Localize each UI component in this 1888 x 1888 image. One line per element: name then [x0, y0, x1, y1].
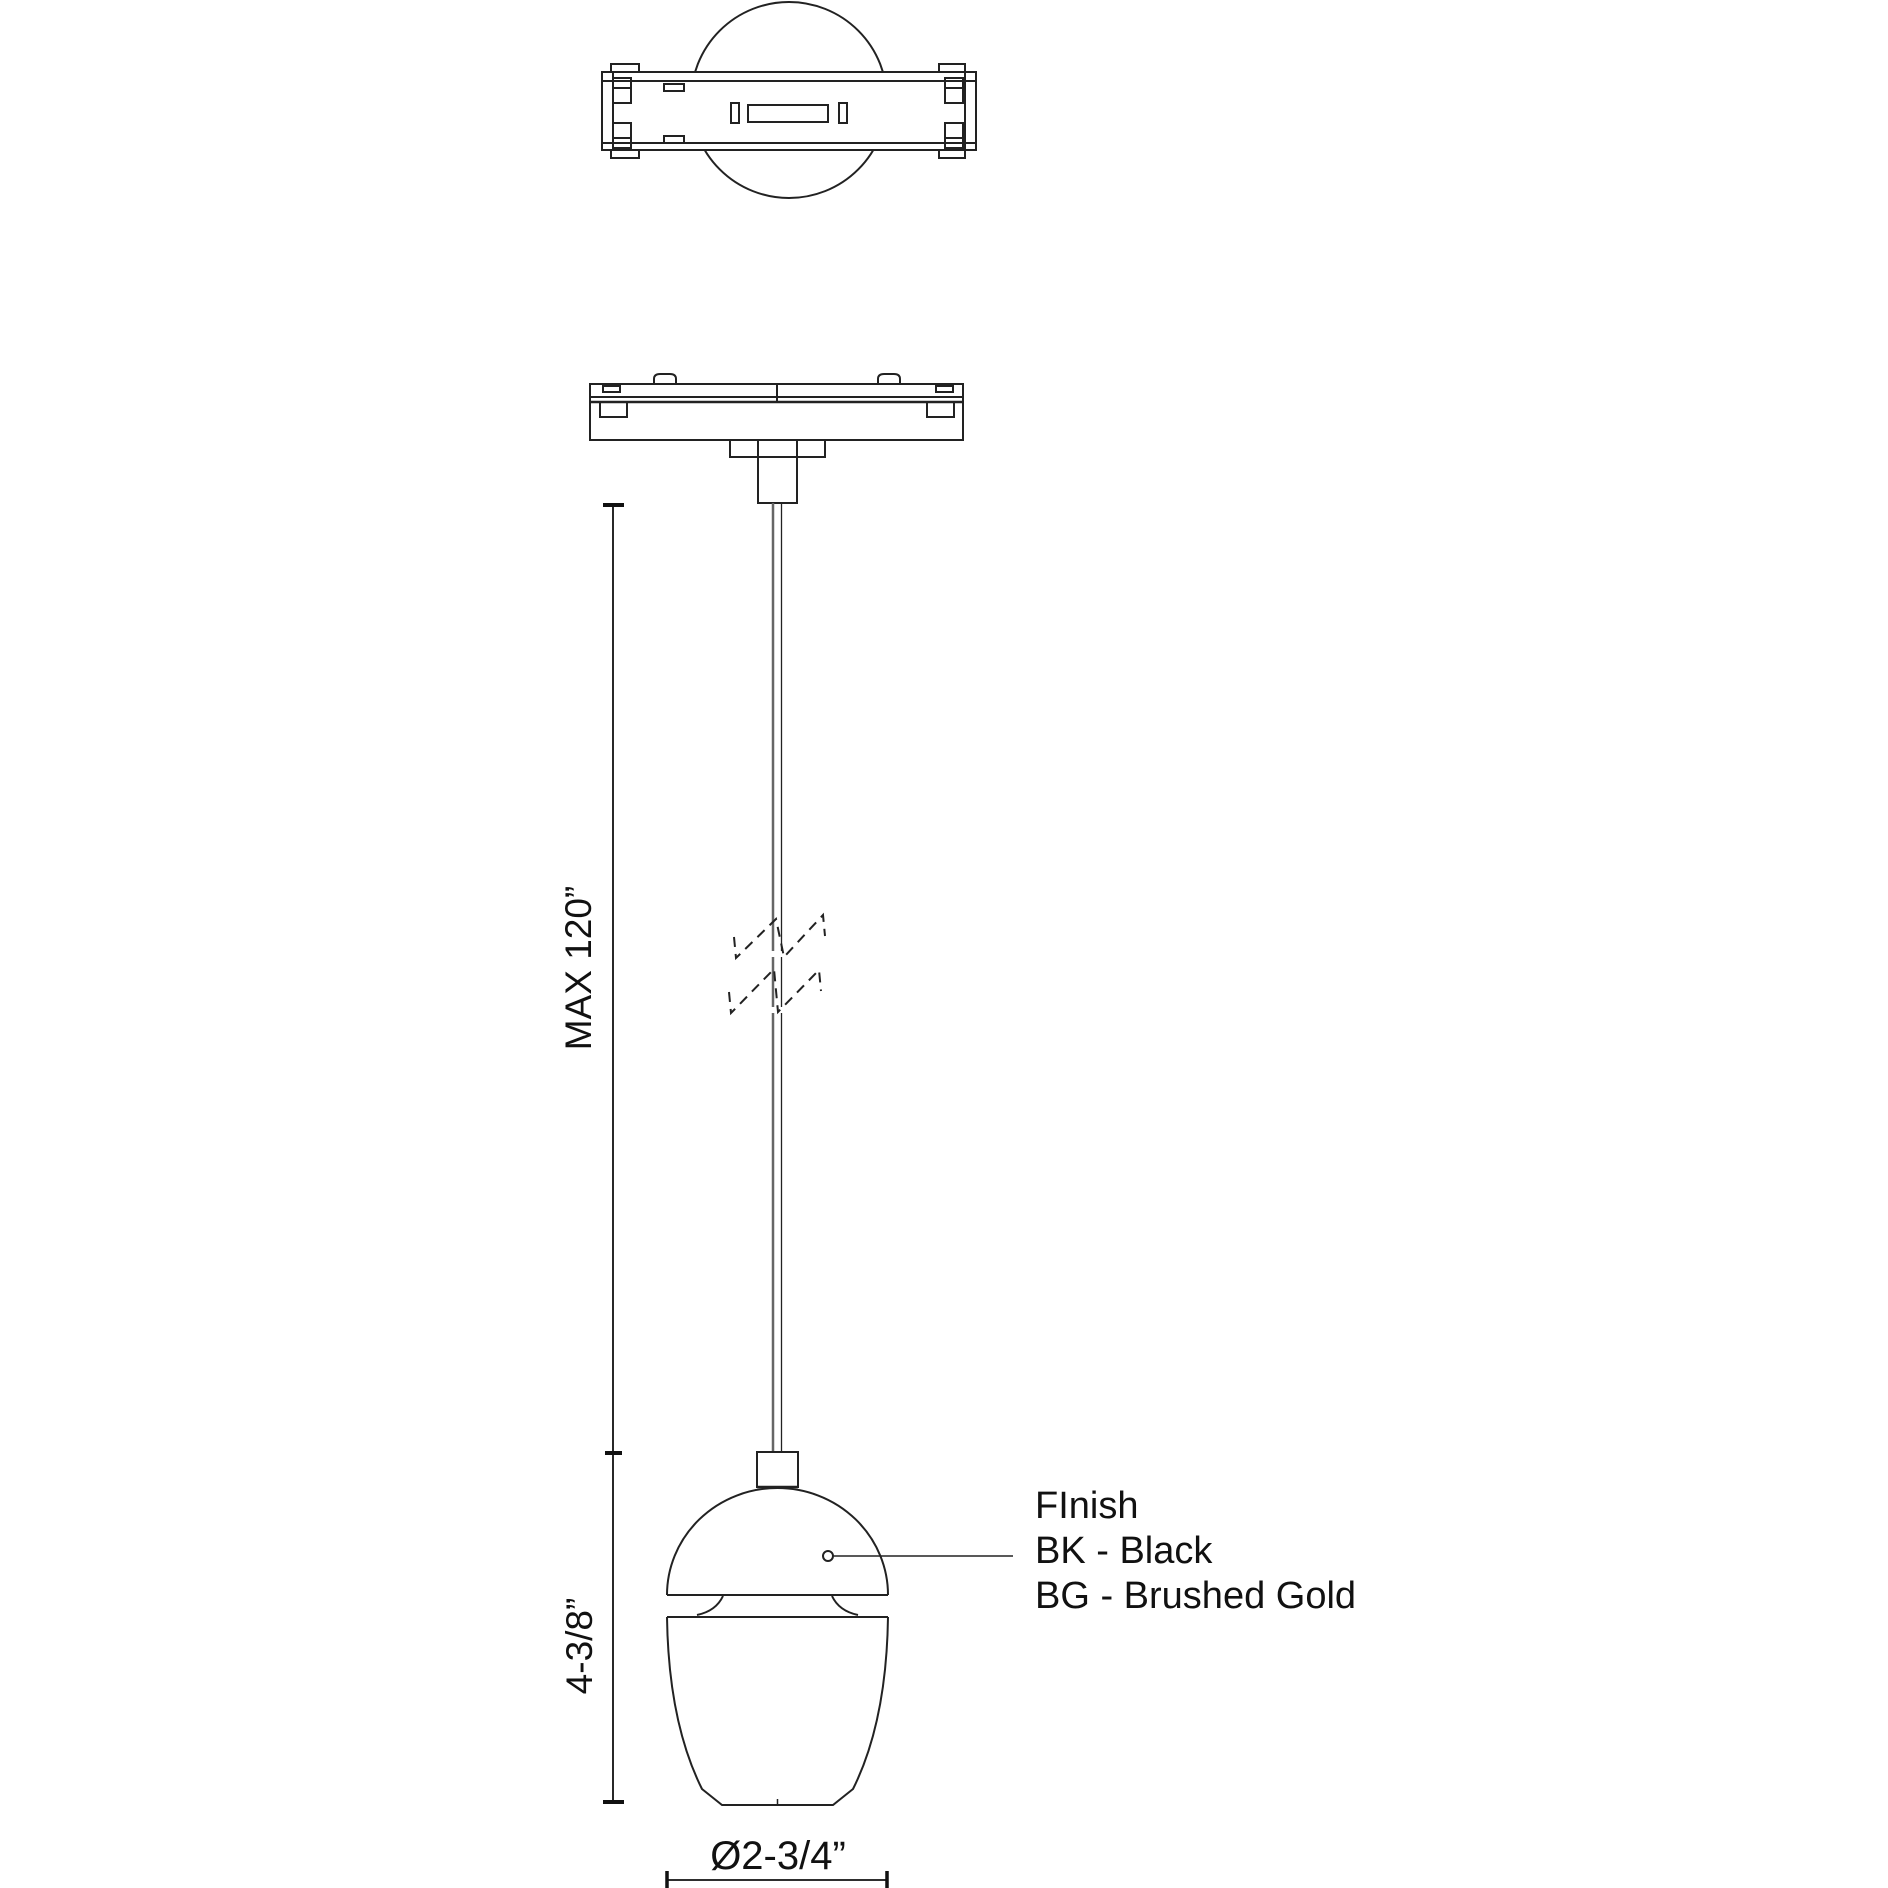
- spring-tab: [654, 374, 676, 384]
- pendant-cube-connector: [757, 1452, 798, 1487]
- end-tab: [939, 150, 965, 158]
- dim-label-max-drop: MAX 120”: [558, 885, 599, 1051]
- pendant-dome: [667, 1488, 888, 1595]
- end-tab: [611, 64, 639, 72]
- spring-tab: [878, 374, 900, 384]
- inner-shoulder: [832, 1596, 858, 1615]
- dim-label-diameter: Ø2-3/4”: [710, 1834, 846, 1878]
- pendant-glass: [667, 1617, 888, 1805]
- dim-label-fixture-height: 4-3/8”: [559, 1597, 600, 1695]
- leader-dot: [823, 1551, 833, 1561]
- finish-option-black: BK - Black: [1035, 1530, 1213, 1572]
- finish-option-brushed-gold: BG - Brushed Gold: [1035, 1575, 1357, 1617]
- pendant-body: [667, 1452, 888, 1806]
- end-tab: [939, 64, 965, 72]
- inner-shoulder: [697, 1596, 723, 1615]
- adapter-stem: [730, 440, 825, 503]
- track-body-plan: [602, 72, 976, 150]
- end-tab: [611, 150, 639, 158]
- dimension-lines: [603, 505, 887, 1888]
- cable-break-symbol: [729, 915, 825, 1013]
- track-side-view: [590, 374, 963, 503]
- plan-view: [602, 2, 976, 198]
- finish-leader: [823, 1551, 1013, 1561]
- finish-heading: FInish: [1035, 1485, 1139, 1527]
